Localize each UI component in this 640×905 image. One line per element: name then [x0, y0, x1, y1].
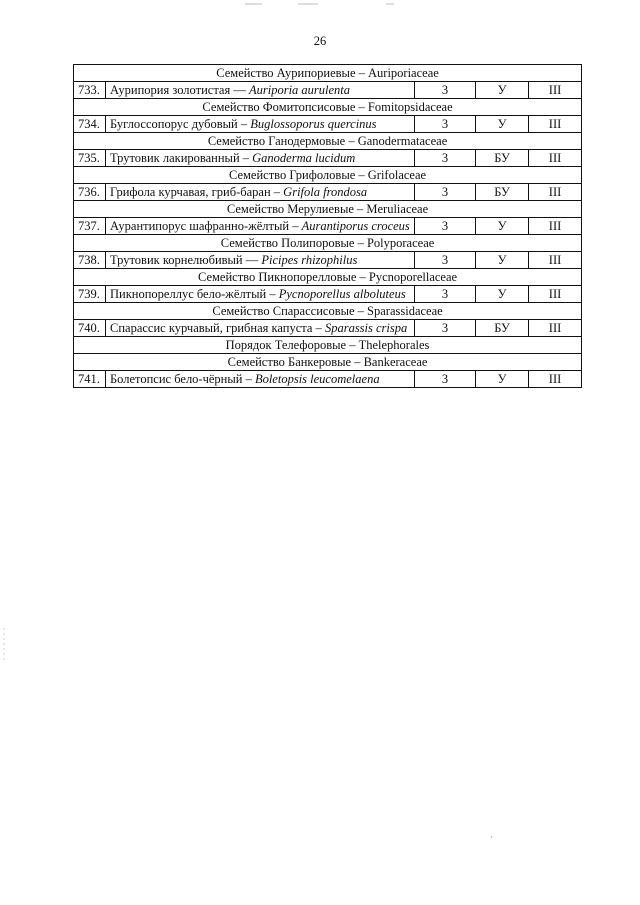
species-name-latin: Pycnoporellus alboluteus [278, 287, 406, 301]
status-code: У [476, 82, 529, 99]
species-name-latin: Boletopsis leucomelaena [254, 372, 380, 386]
rarity-category: 3 [415, 116, 476, 133]
species-name-latin: Picipes rhizophilus [261, 253, 358, 267]
species-name-latin: Buglossoporus quercinus [250, 117, 377, 131]
status-code: У [476, 218, 529, 235]
species-name-ru: Аурантипорус шафранно-жёлтый – [110, 219, 302, 233]
status-code: БУ [476, 320, 529, 337]
section-title: Семейство Спарассисовые – Sparassidaceae [74, 303, 582, 320]
section-title: Семейство Пикнопорелловые – Pycnoporellaceae [74, 269, 582, 286]
species-number: 739. [74, 286, 106, 303]
rarity-category: 3 [415, 82, 476, 99]
status-code: БУ [476, 184, 529, 201]
species-number: 741. [74, 371, 106, 388]
rarity-category: 3 [415, 184, 476, 201]
rarity-category: 3 [415, 286, 476, 303]
priority-rank: III [529, 218, 582, 235]
section-title: Семейство Фомитопсисовые – Fomitopsidaceae [74, 99, 582, 116]
species-number: 740. [74, 320, 106, 337]
status-code: У [476, 116, 529, 133]
rarity-category: 3 [415, 218, 476, 235]
section-title: Семейство Мерулиевые – Meruliaceae [74, 201, 582, 218]
species-name-latin: Sparassis crispa [324, 321, 408, 335]
species-name-ru: Буглоссопорус дубовый – [110, 117, 251, 131]
species-number: 734. [74, 116, 106, 133]
species-number: 738. [74, 252, 106, 269]
priority-rank: III [529, 252, 582, 269]
section-title: Семейство Полипоровые – Polyporaceae [74, 235, 582, 252]
section-title: Семейство Ганодермовые – Ganodermataceae [74, 133, 582, 150]
species-name-latin: Ganoderma lucidum [252, 151, 356, 165]
species-name-ru: Пикнопореллус бело-жёлтый – [110, 287, 279, 301]
species-name-ru: Спарассис курчавый, грибная капуста – [110, 321, 325, 335]
section-title: Семейство Банкеровые – Bankeraceae [74, 354, 582, 371]
priority-rank: III [529, 116, 582, 133]
species-name-ru: Трутовик лакированный – [110, 151, 253, 165]
species-name-latin: Grifola frondosa [283, 185, 368, 199]
species-name-ru: Аурипория золотистая — [110, 83, 249, 97]
rarity-category: 3 [415, 252, 476, 269]
species-name-ru: Трутовик корнелюбивый — [110, 253, 262, 267]
priority-rank: III [529, 286, 582, 303]
rarity-category: 3 [415, 150, 476, 167]
rarity-category: 3 [415, 371, 476, 388]
section-title: Семейство Аурипориевые – Auriporiaceae [74, 65, 582, 82]
page-number: 26 [313, 34, 327, 48]
status-code: У [476, 252, 529, 269]
species-number: 735. [74, 150, 106, 167]
priority-rank: III [529, 371, 582, 388]
species-number: 737. [74, 218, 106, 235]
species-number: 733. [74, 82, 106, 99]
rarity-category: 3 [415, 320, 476, 337]
priority-rank: III [529, 320, 582, 337]
priority-rank: III [529, 82, 582, 99]
section-title: Порядок Телефоровые – Thelephorales [74, 337, 582, 354]
priority-rank: III [529, 150, 582, 167]
status-code: У [476, 371, 529, 388]
species-number: 736. [74, 184, 106, 201]
status-code: БУ [476, 150, 529, 167]
species-name-latin: Aurantiporus croceus [301, 219, 410, 233]
status-code: У [476, 286, 529, 303]
priority-rank: III [529, 184, 582, 201]
species-name-ru: Грифола курчавая, гриб-баран – [110, 185, 284, 199]
section-title: Семейство Грифоловые – Grifolaceae [74, 167, 582, 184]
species-name-ru: Болетопсис бело-чёрный – [110, 372, 255, 386]
species-name-latin: Auriporia aurulenta [248, 83, 351, 97]
